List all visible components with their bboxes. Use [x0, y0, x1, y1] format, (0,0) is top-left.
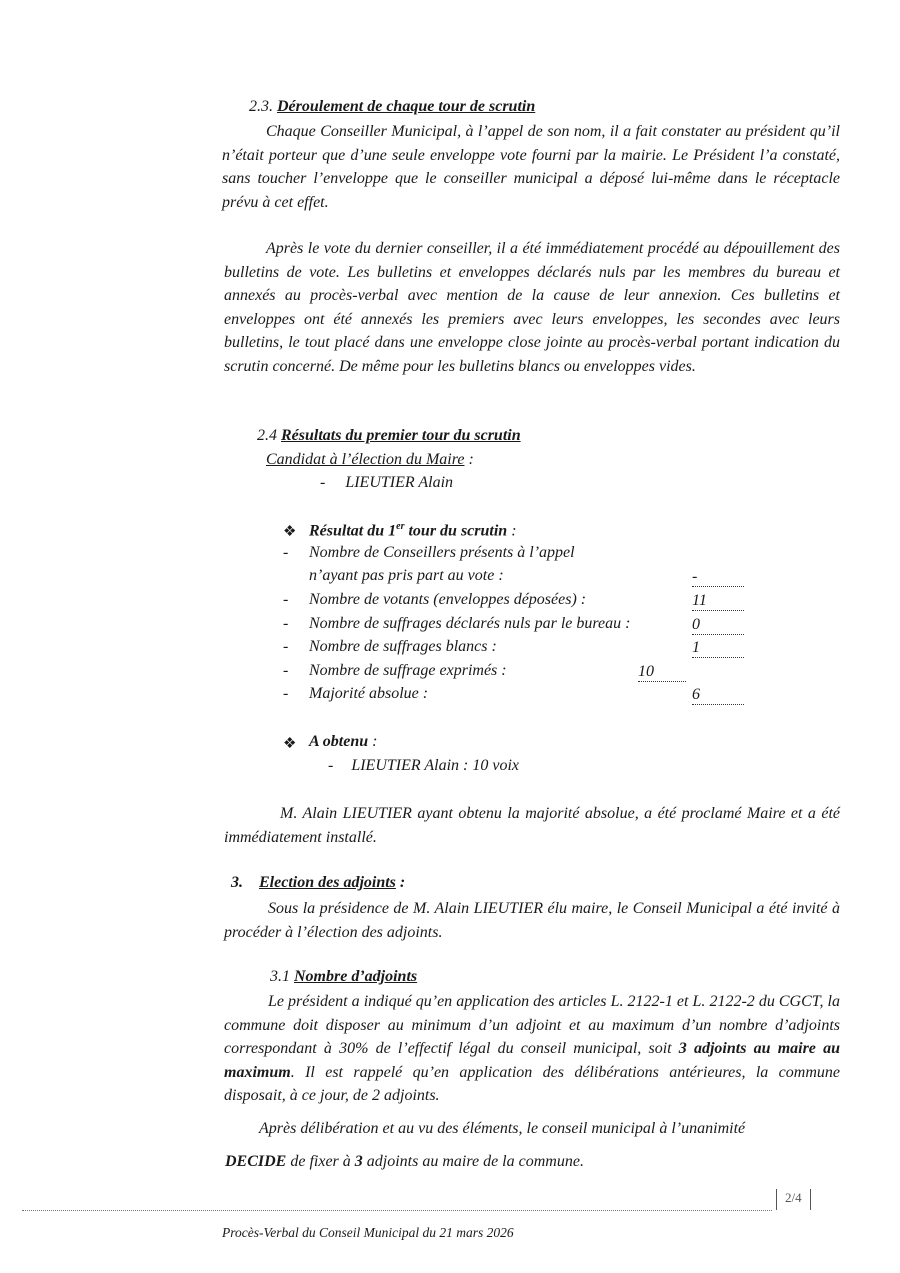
proclamation-paragraph — [224, 802, 840, 849]
result-row — [0, 544, 900, 567]
result-value: 1 — [692, 638, 744, 658]
paragraph-text: Après délibération et au vu des éléments, le conseil municipal à l’unanimité — [259, 1120, 746, 1137]
footer-text — [222, 1225, 514, 1241]
diamond-bullet-icon: ❖ — [283, 524, 297, 540]
footer-separator — [22, 1210, 772, 1212]
result-row — [0, 615, 900, 638]
candidat-heading — [266, 451, 474, 469]
result-label: n’ayant pas pris part au vote : — [309, 567, 504, 584]
section-title: Election des adjoints — [259, 874, 396, 891]
obtenu-label: A obtenu — [309, 733, 369, 750]
paragraph-text: adjoints au maire de la commune. — [362, 1153, 584, 1170]
decide-keyword: DECIDE — [225, 1153, 287, 1170]
dash: - — [328, 757, 334, 774]
paragraph-text: Sous la présidence de M. Alain LIEUTIER élu maire, le Conseil Municipal a été invité à procéder à l’élection des adjoints. — [224, 900, 840, 941]
result-label: Nombre de Conseillers présents à l’appel — [309, 544, 575, 561]
paragraph-text: de fixer à — [286, 1153, 355, 1170]
obtenu-item — [328, 757, 519, 775]
result-label: Nombre de suffrage exprimés : — [309, 662, 507, 679]
decide-line — [225, 1153, 584, 1171]
section-colon: : — [395, 874, 406, 891]
result-value: 6 — [692, 685, 744, 705]
section-number: 2.4 — [257, 427, 277, 444]
candidat-name: LIEUTIER Alain — [345, 474, 454, 491]
resultat-title-end: tour du scrutin — [404, 522, 508, 540]
section-2-4-heading — [257, 427, 521, 445]
obtenu-colon: : — [368, 733, 378, 750]
section-3-1-heading — [270, 968, 417, 986]
paragraph-text: . Il est rappelé qu’en application des délibérations antérieures, la commune disposait, à ce jour, de 2 adjoints. — [224, 1063, 840, 1104]
section-title: Déroulement de chaque tour de scrutin — [277, 98, 536, 115]
paragraph-text: Après le vote du dernier conseiller, il a été immédiatement procédé au dépouillement des bulletins de vote. Les bulletins et enveloppes déclarés nuls par les membres du bureau et annexés au procès-verbal avec mention de la cause de leur annexion. Ces bulletins et enveloppes ont été annexés les premiers avec leurs enveloppes, les secondes avec leurs bulletins, le tout placé dans une enveloppe close jointe au procès-verbal portant indication du scrutin concerné. De même pour les bulletins blancs ou enveloppes vides. — [224, 240, 840, 375]
result-label: Majorité absolue : — [309, 685, 429, 702]
dash: - — [283, 638, 289, 655]
result-row-continued — [0, 567, 900, 590]
section-2-3-heading — [249, 98, 535, 116]
resultat-superscript: er — [396, 521, 405, 532]
decide-number: 3 — [354, 1153, 363, 1170]
paragraph-text: Chaque Conseiller Municipal, à l’appel de son nom, il a fait constater au président qu’il n’était porteur que d’une seule enveloppe vote fourni par la mairie. Le Président l’a constaté, sans toucher l’enveloppe que le conseiller municipal a déposé lui-même dans le réceptacle prévu à cet effet. — [222, 123, 840, 211]
dash: - — [283, 544, 289, 561]
section-2-3-paragraph-2 — [224, 237, 840, 378]
resultat-heading — [309, 521, 517, 540]
result-value: - — [692, 567, 744, 587]
page-number — [776, 1189, 811, 1210]
result-row — [0, 662, 900, 685]
page-number-text: 2/4 — [785, 1190, 802, 1205]
resultat-colon: : — [507, 522, 517, 540]
resultat-title-start: Résultat du 1 — [309, 522, 397, 540]
paragraph-text: M. Alain LIEUTIER ayant obtenu la majorité absolue, a été proclamé Maire et a été immédiatement installé. — [224, 805, 840, 846]
dash: - — [283, 662, 289, 679]
result-row — [0, 638, 900, 661]
result-row — [0, 685, 900, 708]
paragraph-text: Le président a indiqué qu’en application des articles L. 2122-1 et L. 2122-2 du CGCT, la commune doit disposer au minimum d’un adjoint et au maximum d’un nombre d’adjoints correspondant à 30% de l’effectif légal du conseil municipal, soit — [224, 993, 840, 1057]
result-label: Nombre de suffrages déclarés nuls par le bureau : — [309, 615, 631, 632]
section-2-3-paragraph-1 — [222, 120, 840, 214]
result-label: Nombre de votants (enveloppes déposées) : — [309, 591, 587, 608]
section-3-paragraph — [224, 897, 840, 944]
obtenu-heading — [309, 733, 377, 751]
section-number: 3. — [231, 874, 243, 891]
footer-label: Procès-Verbal du Conseil Municipal du 21 mars 2026 — [222, 1225, 514, 1240]
result-label: Nombre de suffrages blancs : — [309, 638, 497, 655]
result-value: 10 — [638, 662, 686, 682]
section-number: 2.3. — [249, 98, 273, 115]
diamond-bullet-icon: ❖ — [283, 736, 297, 752]
candidat-item — [320, 474, 453, 492]
candidat-label: Candidat à l’élection du Maire — [266, 451, 465, 468]
result-row — [0, 591, 900, 614]
dash: - — [320, 474, 326, 491]
obtenu-result: LIEUTIER Alain : 10 voix — [351, 757, 520, 774]
section-3-1-paragraph — [224, 990, 840, 1108]
deliberation-line — [259, 1120, 745, 1138]
paragraph-emphasis: 3 adjoints au maire au maximum — [224, 1040, 840, 1081]
dash: - — [283, 615, 289, 632]
section-3-heading — [231, 874, 405, 892]
dash: - — [283, 685, 289, 702]
result-value: 0 — [692, 615, 744, 635]
result-value: 11 — [692, 591, 744, 611]
section-number: 3.1 — [270, 968, 290, 985]
candidat-colon: : — [464, 451, 474, 468]
section-title: Nombre d’adjoints — [294, 968, 418, 985]
dash: - — [283, 591, 289, 608]
section-title: Résultats du premier tour du scrutin — [281, 427, 521, 444]
